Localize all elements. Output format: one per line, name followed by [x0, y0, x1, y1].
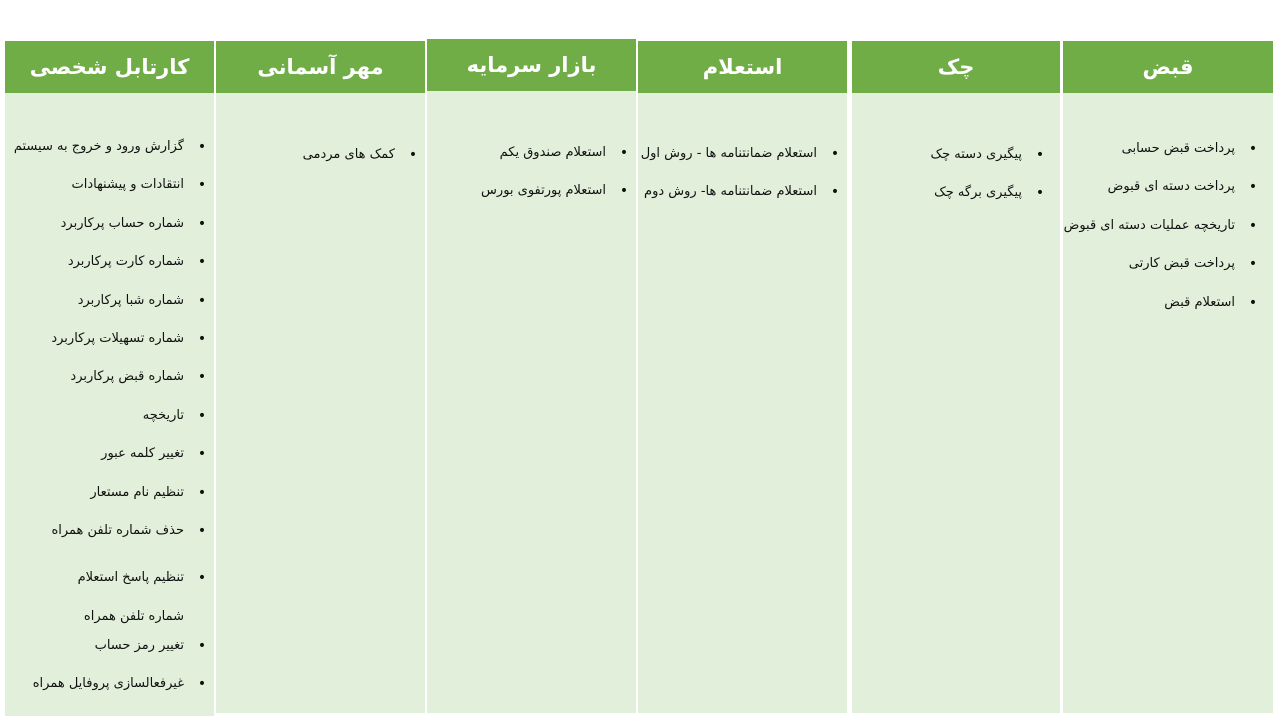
list-item[interactable]: • تاریخچه عملیات دسته ای قبوض: [1060, 216, 1265, 254]
bullet-icon: •: [197, 570, 207, 587]
list-item[interactable]: • تغییر کلمه عبور: [7, 444, 214, 482]
list-item[interactable]: • استعلام ضمانتنامه ها- روش دوم: [640, 182, 847, 220]
item-list-bazar: [429, 143, 636, 220]
list-item[interactable]: • استعلام صندوق یکم: [429, 143, 636, 181]
bullet-icon: •: [1248, 294, 1258, 311]
list-item[interactable]: • پرداخت قبض حسابی: [1060, 139, 1265, 177]
bullet-icon: •: [197, 139, 207, 155]
bullet-icon: •: [619, 183, 629, 200]
column-estelam: [638, 41, 847, 713]
list-item[interactable]: • شماره تسهیلات پرکاربرد: [7, 329, 214, 367]
bullet-icon: •: [197, 484, 207, 501]
list-item[interactable]: • حذف شماره تلفن همراه: [7, 521, 214, 559]
bullet-icon: •: [1248, 217, 1258, 234]
list-item[interactable]: • پیگیری دسته چک: [852, 145, 1052, 183]
item-list-check: [852, 145, 1052, 222]
bullet-icon: •: [197, 407, 207, 424]
bullet-icon: •: [1035, 147, 1045, 163]
list-item[interactable]: • استعلام قبض: [1060, 293, 1265, 331]
bullet-icon: •: [1248, 179, 1258, 196]
bullet-icon: •: [830, 146, 840, 162]
column-header-kartabl: کارتابل شخصی: [5, 41, 214, 93]
bullet-icon: •: [197, 177, 207, 194]
list-item[interactable]: • استعلام ضمانتنامه ها - روش اول: [640, 144, 847, 182]
column-ghabz: [1063, 41, 1273, 713]
bullet-icon: •: [197, 522, 207, 539]
list-item[interactable]: • گزارش ورود و خروج به سیستم: [7, 137, 214, 175]
column-header-mehr: مهر آسمانی: [216, 41, 425, 93]
list-item[interactable]: • انتقادات و پیشنهادات: [7, 175, 214, 213]
bullet-icon: •: [1248, 256, 1258, 273]
item-list-ghabz: [1060, 139, 1265, 331]
bullet-icon: •: [197, 215, 207, 232]
bullet-icon: •: [1035, 185, 1045, 202]
column-check: [852, 41, 1060, 713]
list-item[interactable]: • تنظیم پاسخ استعلام شماره تلفن همراه: [34, 559, 214, 636]
list-item[interactable]: • شماره حساب پرکاربرد: [7, 214, 214, 252]
column-header-bazar: بازار سرمایه: [427, 39, 636, 91]
list-item[interactable]: • استعلام پورتفوی بورس: [429, 181, 636, 219]
bullet-icon: •: [197, 446, 207, 463]
list-item[interactable]: • شماره قبض پرکاربرد: [7, 367, 214, 405]
bullet-icon: •: [408, 147, 418, 163]
list-item[interactable]: • شماره کارت پرکاربرد: [7, 252, 214, 290]
column-header-ghabz: قبض: [1063, 41, 1273, 93]
list-item[interactable]: • تاریخچه: [7, 406, 214, 444]
list-item[interactable]: • شماره شبا پرکاربرد: [7, 291, 214, 329]
column-kartabl: [5, 41, 214, 716]
bullet-icon: •: [197, 638, 207, 655]
bullet-icon: •: [197, 330, 207, 347]
bullet-icon: •: [1248, 141, 1258, 157]
list-item[interactable]: • کمک های مردمی: [220, 145, 425, 183]
column-header-check: چک: [852, 41, 1060, 93]
bullet-icon: •: [197, 369, 207, 386]
list-item[interactable]: • پرداخت قبض کارتی: [1060, 254, 1265, 292]
list-item[interactable]: • تغییر رمز حساب: [7, 636, 214, 674]
list-item[interactable]: • پیگیری برگه چک: [852, 183, 1052, 221]
item-list-mehr: [220, 145, 425, 183]
bullet-icon: •: [197, 254, 207, 271]
column-bazar: [427, 39, 636, 713]
column-header-estelam: استعلام: [638, 41, 847, 93]
bullet-icon: •: [197, 292, 207, 309]
list-item[interactable]: • تنظیم نام مستعار: [7, 483, 214, 521]
bullet-icon: •: [619, 145, 629, 161]
bullet-icon: •: [197, 676, 207, 693]
list-item[interactable]: • غیرفعالسازی پروفایل همراه: [7, 674, 214, 712]
list-item[interactable]: • پرداخت دسته ای قبوض: [1060, 177, 1265, 215]
item-list-estelam: [640, 144, 847, 221]
bullet-icon: •: [830, 184, 840, 201]
column-mehr: [216, 41, 425, 713]
item-list-kartabl: [7, 137, 214, 713]
